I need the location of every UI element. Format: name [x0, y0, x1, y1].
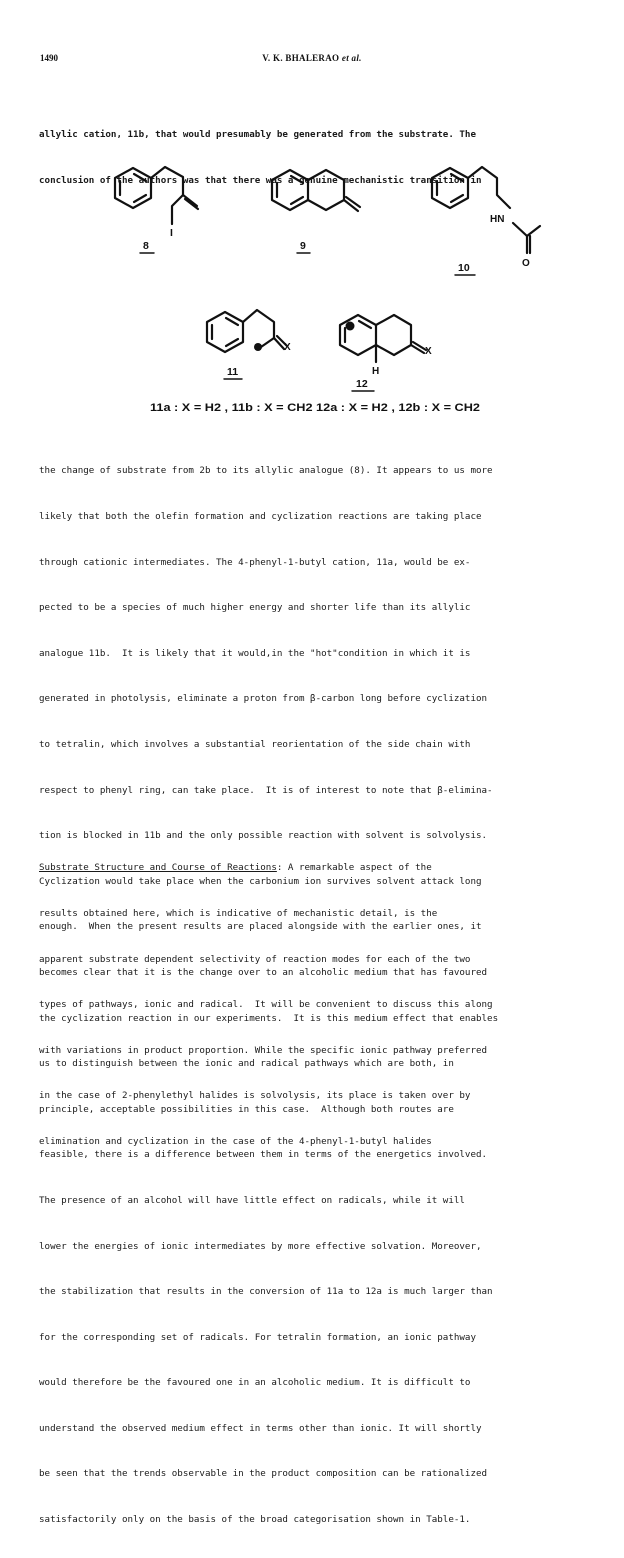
x-label-11: X [284, 342, 291, 353]
h-label-12: H [372, 366, 380, 377]
text-line: to tetralin, which involves a substantial reorientation of the side chain with [39, 738, 471, 750]
compound-11-structure [207, 310, 287, 352]
text-line: results obtained here, which is indicative of mechanistic detail, is the [39, 908, 438, 919]
text-line: elimination and cyclization in the case of the 4-phenyl-1-butyl halides [39, 1135, 432, 1147]
figure-caption: 11a : X = H2 , 11b : X = CH2 12a : X = H2 , 12b : X = CH2 [150, 402, 480, 414]
text-line: types of pathways, ionic and radical. It will be convenient to discuss this along [39, 999, 493, 1011]
text-line: lower the energies of ionic intermediates by more effective solvation. Moreover, [39, 1240, 482, 1252]
compound-8-structure [115, 167, 198, 224]
text-line: feasible, there is a difference between them in terms of the energetics involved. [39, 1149, 488, 1161]
text-line: us to distinguish between the ionic and radical pathways which are both, in [39, 1058, 454, 1070]
text-line: would therefore be the favoured one in an alcoholic medium. It is difficult to [39, 1377, 471, 1389]
text-line: analogue 11b. It is likely that it would,in the "hot"condition in which it is [39, 647, 471, 659]
compound-label-9: 9 [300, 240, 306, 252]
compound-label-8: 8 [143, 240, 149, 252]
text-line: for the corresponding set of radicals. For tetralin formation, an ionic pathway [39, 1331, 476, 1343]
text-line: in the case of 2-phenylethyl halides is solvolysis, its place is taken over by [39, 1090, 471, 1102]
text-line: be seen that the trends observable in the product composition can be rationalized [39, 1468, 488, 1480]
section-heading: Substrate Structure and Course of Reactions [39, 862, 277, 874]
text-line: tion is blocked in 11b and the only possible reaction with solvent is solvolysis. [39, 830, 488, 842]
text-line: the stabilization that results in the conversion of 11a to 12a is much larger than [39, 1286, 493, 1298]
text-line: Cyclization would take place when the carbonium ion survives solvent attack long [39, 875, 482, 887]
text-line: : A remarkable aspect of the [276, 862, 432, 874]
oxygen-label: O [522, 258, 530, 269]
compound-label-11: 11 [227, 366, 239, 378]
text-line: The presence of an alcohol will have little effect on radicals, while it will [39, 1194, 465, 1206]
text-line: satisfactorily only on the basis of the broad categorisation shown in Table-1. [39, 1514, 471, 1526]
nh-label: HN [490, 214, 505, 225]
text-line: respect to phenyl ring, can take place. It is of interest to note that β-elimina- [39, 784, 493, 796]
text-line: generated in photolysis, eliminate a proton from β-carbon long before cyclization [39, 693, 488, 705]
compound-10-structure [432, 167, 540, 253]
text-line: principle, acceptable possibilities in this case. Although both routes are [39, 1103, 454, 1115]
text-line: apparent substrate dependent selectivity of reaction modes for each of the two [39, 953, 471, 965]
cation-dot-12 [346, 322, 355, 331]
structures-svg [0, 150, 624, 425]
text-line: the change of substrate from 2b to its allylic analogue (8). It appears to us more [39, 465, 493, 477]
x-label-12: X [425, 346, 432, 357]
authors: V. K. BHALERAO [262, 53, 340, 63]
et-al: et al. [341, 53, 362, 63]
compound-label-10: 10 [458, 262, 470, 274]
running-header [40, 53, 584, 67]
compound-label-12: 12 [356, 378, 368, 390]
text-line: allylic cation, 11b, that would presumably be generated from the substrate. The [39, 129, 476, 141]
cation-dot-11 [254, 343, 262, 351]
compound-12-structure [340, 315, 426, 362]
section-first-line [39, 860, 599, 875]
running-title [40, 53, 584, 63]
text-line: likely that both the olefin formation and cyclization reactions are taking place [39, 511, 482, 522]
text-line: the cyclization reaction in our experiments. It is this medium effect that enables [39, 1012, 499, 1024]
iodine-label: I [170, 227, 173, 239]
text-line: conclusion of the authors was that there was a genuine mechanistic transition in [39, 175, 482, 186]
text-line: understand the observed medium effect in terms other than ionic. It will shortly [39, 1422, 482, 1434]
chemical-structures-figure [0, 150, 624, 425]
text-line: through cationic intermediates. The 4-phenyl-1-butyl cation, 11a, would be ex- [39, 556, 471, 568]
text-line: pected to be a species of much higher energy and shorter life than its allylic [39, 602, 471, 614]
text-line: becomes clear that it is the change over to an alcoholic medium that has favoured [39, 966, 488, 978]
text-line: with variations in product proportion. While the specific ionic pathway preferred [39, 1044, 488, 1056]
text-line: enough. When the present results are placed alongside with the earlier ones, it [39, 921, 482, 933]
compound-9-structure [272, 170, 360, 211]
page-number: 1490 [40, 53, 58, 63]
